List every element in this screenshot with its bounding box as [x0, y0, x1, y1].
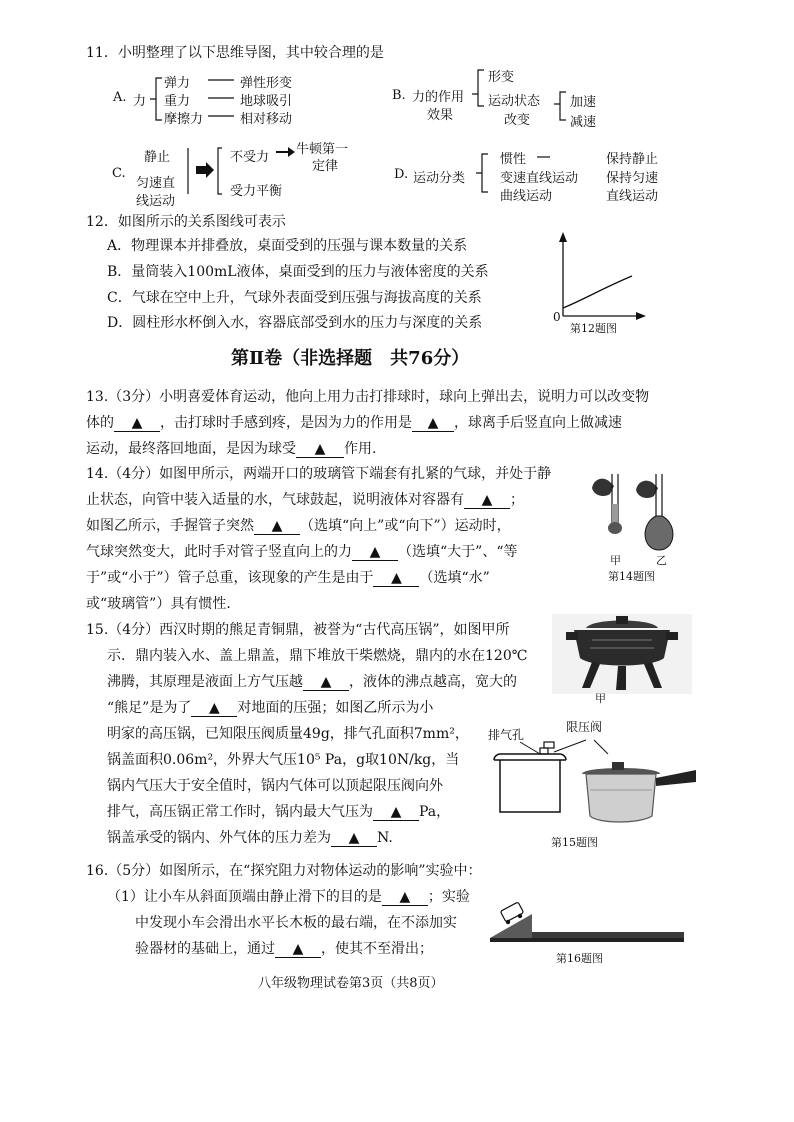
- q13-text: ，击打球时手感到疼，是因为力的作用是: [160, 415, 412, 431]
- q13-text: 体的: [86, 415, 114, 431]
- q13-line: [86, 410, 622, 436]
- q12-graph: [548, 230, 648, 322]
- q11-a-item: 重力: [164, 94, 191, 109]
- q11-d-item: 曲线运动: [500, 189, 553, 204]
- q15-valve-label: 限压阀: [566, 720, 603, 734]
- q11-a-target: 相对移动: [240, 112, 293, 127]
- answer-blank[interactable]: ▲: [296, 441, 344, 458]
- q11-b-item: 运动状态: [488, 94, 541, 109]
- q15-text: “熊足”是为了: [107, 700, 192, 716]
- answer-blank[interactable]: ▲: [412, 415, 454, 432]
- q11-c-item: 匀速直: [136, 176, 176, 191]
- q11-c-target: 牛顿第一: [296, 142, 349, 157]
- q13-text: 运动，最终落回地面，是因为球受: [86, 441, 296, 457]
- q12-option-a: A．物理课本并排叠放，桌面受到的压强与课本数量的关系: [107, 238, 468, 254]
- q15-text: N.: [377, 830, 393, 846]
- q11-a-item: 弹力: [164, 76, 191, 91]
- q12-option-b: B．量筒装入100mL液体，桌面受到的压力与液体密度的关系: [107, 264, 489, 280]
- q11-d-brace: [476, 150, 494, 198]
- hand-icon: [636, 481, 658, 498]
- q11-b-target: 加速: [570, 95, 597, 110]
- q12-x-arrow: [636, 312, 646, 320]
- q12-stem: 12．如图所示的关系图线可表示: [86, 214, 286, 230]
- q14-text: 于”或“小于”）管子总重，该现象的产生是由于: [86, 570, 374, 586]
- q11-a-target: 地球吸引: [240, 94, 293, 109]
- hand-icon: [592, 479, 614, 496]
- answer-blank[interactable]: ▲: [373, 570, 419, 587]
- q11-c-item: 线运动: [136, 194, 176, 209]
- answer-blank[interactable]: ▲: [464, 492, 510, 509]
- q15-line: 示．鼎内装入水、盖上鼎盖，鼎下堆放干柴燃烧，鼎内的水在120℃: [107, 648, 528, 664]
- q16-line: 16.（5分）如图所示，在“探究阻力对物体运动的影响”实验中：: [86, 863, 482, 879]
- answer-blank[interactable]: ▲: [352, 544, 398, 561]
- answer-blank[interactable]: ▲: [191, 700, 237, 717]
- q12-fig-origin: 0: [553, 310, 561, 324]
- answer-blank[interactable]: ▲: [275, 941, 321, 958]
- q11-b-item: 改变: [504, 113, 531, 128]
- q11-c-mid: 受力平衡: [230, 184, 283, 199]
- pressure-cooker-diagram: [490, 740, 700, 826]
- q11-d-label: D.: [394, 167, 409, 182]
- q15-line: [107, 799, 450, 825]
- q14-text: （选填“水”: [419, 570, 490, 586]
- q15-text: 排气，高压锅正常工作时，锅内最大气压为: [107, 804, 373, 820]
- q16-fig-caption: 第16题图: [556, 952, 603, 965]
- q15-text: Pa，: [419, 804, 451, 820]
- q14-text: ；: [510, 492, 524, 508]
- answer-blank[interactable]: ▲: [382, 889, 428, 906]
- q15-text: ，液体的沸点越高，宽大的: [349, 674, 517, 690]
- q13-text: ，球离手后竖直向上做减速: [454, 415, 622, 431]
- q11-b-root: 力的作用: [412, 90, 465, 105]
- q11-d-item: 惯性: [500, 152, 527, 167]
- q14-line: 或“玻璃管”）具有惯性.: [86, 596, 231, 612]
- q11-d-target: 保持匀速: [606, 171, 659, 186]
- q12-option-c: C．气球在空中上升，气球外表面受到压强与海拔高度的关系: [107, 290, 482, 306]
- q11-stem: 11．小明整理了以下思维导图，其中较合理的是: [86, 45, 384, 61]
- q15-fig-caption: 第15题图: [551, 836, 598, 849]
- q11-c-label: C.: [112, 166, 126, 181]
- q14-line: [86, 539, 517, 565]
- right-arrow-icon: [276, 146, 296, 158]
- q16-text: （1）让小车从斜面顶端由静止滑下的目的是: [107, 889, 382, 905]
- q15-line: [107, 669, 517, 695]
- q11-c-mid: 不受力: [230, 150, 270, 165]
- q12-option-d: D．圆柱形水杯倒入水，容器底部受到水的压力与深度的关系: [107, 315, 483, 331]
- incline-cart-diagram: [488, 896, 688, 950]
- q14-fig-caption: 第14题图: [608, 570, 655, 583]
- q12-curve: [563, 276, 632, 308]
- answer-blank[interactable]: ▲: [331, 830, 377, 847]
- section-ii-title: 第Ⅱ卷（非选择题 共76分）: [231, 348, 470, 369]
- q14-text: （选填“向上”或“向下”）运动时，: [300, 518, 511, 534]
- q15-line: 15.（4分）西汉时期的熊足青铜鼎，被誉为“古代高压锅”，如图甲所: [86, 622, 510, 638]
- q11-c-brace-arrow: [186, 146, 226, 198]
- answer-blank[interactable]: ▲: [373, 804, 419, 821]
- q14-text: 气球突然变大，此时手对管子竖直向上的力: [86, 544, 352, 560]
- q15-vent-label: 排气孔: [488, 728, 525, 742]
- q14-line: [86, 487, 524, 513]
- q11-a-label: A.: [113, 90, 127, 105]
- q15-text: 锅盖承受的锅内、外气体的压力差为: [107, 830, 331, 846]
- q11-d-dash: [536, 155, 552, 159]
- q14-line: 14.（4分）如图甲所示，两端开口的玻璃管下端套有扎紧的气球，并处于静: [86, 466, 552, 482]
- cart-icon: [500, 902, 523, 922]
- q16-text: ，使其不至滑出；: [321, 941, 433, 957]
- page-footer: 八年级物理试卷第3页（共8页）: [258, 976, 444, 991]
- q11-b-label: B.: [392, 88, 406, 103]
- balloon-large: [645, 516, 673, 550]
- balloon-small: [608, 522, 622, 534]
- q11-c-item: 静止: [144, 150, 171, 165]
- q16-text: 验器材的基础上，通过: [135, 941, 275, 957]
- q12-y-arrow: [559, 232, 567, 242]
- q15-fig-label-jia: 甲: [595, 692, 606, 705]
- q15-line: [107, 825, 393, 851]
- q16-line: 中发现小车会滑出水平长木板的最右端，在不添加实: [135, 915, 457, 931]
- q14-figure: [588, 468, 678, 556]
- q14-text: 止状态，向管中装入适量的水，气球鼓起，说明液体对容器有: [86, 492, 464, 508]
- q11-b-root: 效果: [427, 108, 454, 123]
- q11-a-root: 力: [133, 94, 147, 109]
- q14-text: （选填“大于”、“等: [398, 544, 518, 560]
- q15-line: 锅盖面积0.06m²，外界大气压10⁵ Pa，g取10N/kg，当: [107, 752, 460, 768]
- q14-line: [86, 565, 490, 591]
- q11-d-root: 运动分类: [413, 171, 466, 186]
- q11-b-brace-2: [552, 90, 570, 126]
- q11-c-target: 定律: [312, 159, 339, 174]
- q13-line: [86, 436, 376, 462]
- q15-text: 沸腾，其原理是液面上方气压越: [107, 674, 303, 690]
- answer-blank[interactable]: ▲: [303, 674, 349, 691]
- q12-fig-caption: 第12题图: [570, 322, 617, 335]
- q16-line: [135, 936, 433, 962]
- q13-text: 作用.: [344, 441, 377, 457]
- q16-line: [107, 884, 470, 910]
- q15-line: 锅内气压大于安全值时，锅内气体可以顶起限压阀向外: [107, 778, 443, 794]
- q14-fig-label: 乙: [656, 554, 667, 567]
- q11-d-target: 直线运动: [606, 189, 659, 204]
- q11-d-target: 保持静止: [606, 152, 659, 167]
- q15-line: 明家的高压锅，已知限压阀质量49g，排气孔面积7mm²，: [107, 726, 469, 742]
- answer-blank[interactable]: ▲: [114, 415, 160, 432]
- q15-line: [107, 695, 433, 721]
- q11-d-item: 变速直线运动: [500, 171, 579, 186]
- q11-b-target: 减速: [570, 115, 597, 130]
- q14-line: [86, 513, 511, 539]
- q11-a-dashes: [206, 80, 238, 120]
- q15-text: 对地面的压强；如图乙所示为小: [237, 700, 434, 716]
- q14-fig-label: 甲: [610, 554, 621, 567]
- answer-blank[interactable]: ▲: [254, 518, 300, 535]
- q11-a-item: 摩擦力: [164, 112, 204, 127]
- q11-a-target: 弹性形变: [240, 76, 293, 91]
- q13-line: 13.（3分）小明喜爱体育运动，他向上用力击打排球时，球向上弹出去，说明力可以改变物: [86, 389, 650, 405]
- q16-text: ；实验: [427, 889, 470, 905]
- q14-text: 如图乙所示，手握管子突然: [86, 518, 254, 534]
- q11-b-item: 形变: [488, 70, 515, 85]
- bronze-ding-image: [552, 614, 692, 694]
